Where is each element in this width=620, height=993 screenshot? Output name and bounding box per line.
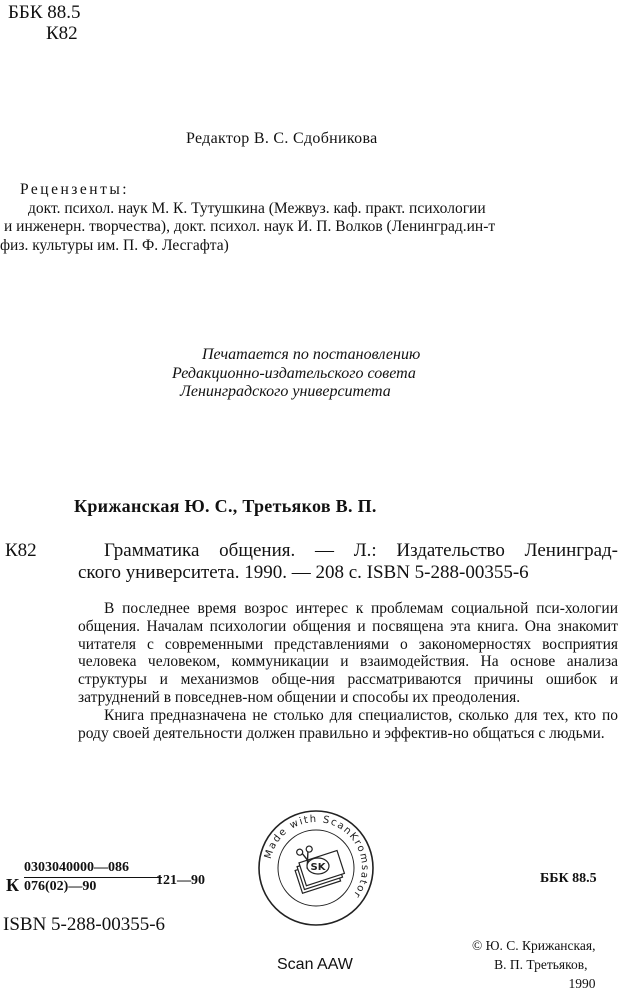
abstract-paragraph-1: В последнее время возрос интерес к проблемам социальной пси-хологии общения. Началам психологии общения и посвящена эта книга. Она знакомит читателя с современными представлениями о закономерностях восприятия человека человеком, коммуникации и взаимодействия. На основе анализа структуры и механизмов обще-ния рассматриваются причины ошибок и затруднений в повседнев-ном общении и способы их преодоления. — [78, 600, 618, 706]
title-line-1: Грамматика общения. — Л.: Издательство Ленинград- — [104, 540, 618, 561]
catalog-code: К82 — [5, 540, 37, 561]
reviewers-block — [0, 181, 495, 255]
copyright-line-2: В. П. Третьяков, — [494, 957, 588, 972]
scankromsator-stamp-icon — [256, 808, 376, 928]
index-letter: К — [6, 875, 20, 895]
index-denominator: 076(02)—90 — [24, 879, 97, 894]
abstract-paragraph-2: Книга предназначена не столько для специалистов, сколько для тех, кто по роду своей деятельности должен правильно и эффектив-но общаться с людьми. — [78, 706, 618, 742]
copyright-line-1: © Ю. С. Крижанская, — [472, 938, 596, 953]
stamp-ring-text: Made with ScanKromsator — [262, 813, 371, 901]
index-suffix: 121—90 — [156, 873, 205, 888]
index-numerator: 0303040000—086 — [24, 860, 162, 878]
approval-notice — [172, 346, 420, 402]
reviewers-line-1: докт. психол. наук М. К. Тутушкина (Межвуз. каф. практ. психологии — [28, 199, 486, 217]
index-fraction — [24, 860, 162, 895]
approval-line-3: Ленинградского университета — [180, 383, 391, 400]
author-mark: К82 — [46, 23, 78, 44]
bbk-code: ББК 88.5 — [8, 2, 81, 23]
stamp-center-text: SK — [310, 862, 326, 873]
reviewers-heading: Рецензенты: — [20, 181, 130, 198]
scan-credit: Scan AAW — [277, 956, 353, 973]
reviewers-line-3: физ. культуры им. П. Ф. Лесгафта) — [0, 236, 229, 254]
approval-line-1: Печатается по постановлению — [202, 346, 421, 363]
title-line-2: ского университета. 1990. — 208 с. ISBN 5-288-00355-6 — [78, 562, 529, 583]
bbk-classification-top — [8, 2, 81, 44]
copyright-block — [472, 936, 595, 993]
title-entry — [78, 540, 618, 584]
copyright-line-3: 1990 — [568, 976, 596, 991]
authors-heading: Крижанская Ю. С., Третьяков В. П. — [74, 496, 377, 516]
isbn: ISBN 5-288-00355-6 — [3, 914, 166, 935]
editor-line: Редактор В. С. Сдобникова — [186, 130, 378, 147]
reviewers-line-2: и инженерн. творчества), докт. психол. наук И. П. Волков (Ленинград.ин-т — [4, 218, 496, 235]
abstract — [78, 600, 618, 742]
approval-line-2: Редакционно-издательского совета — [172, 364, 416, 382]
bbk-classification-bottom: ББК 88.5 — [540, 871, 597, 886]
